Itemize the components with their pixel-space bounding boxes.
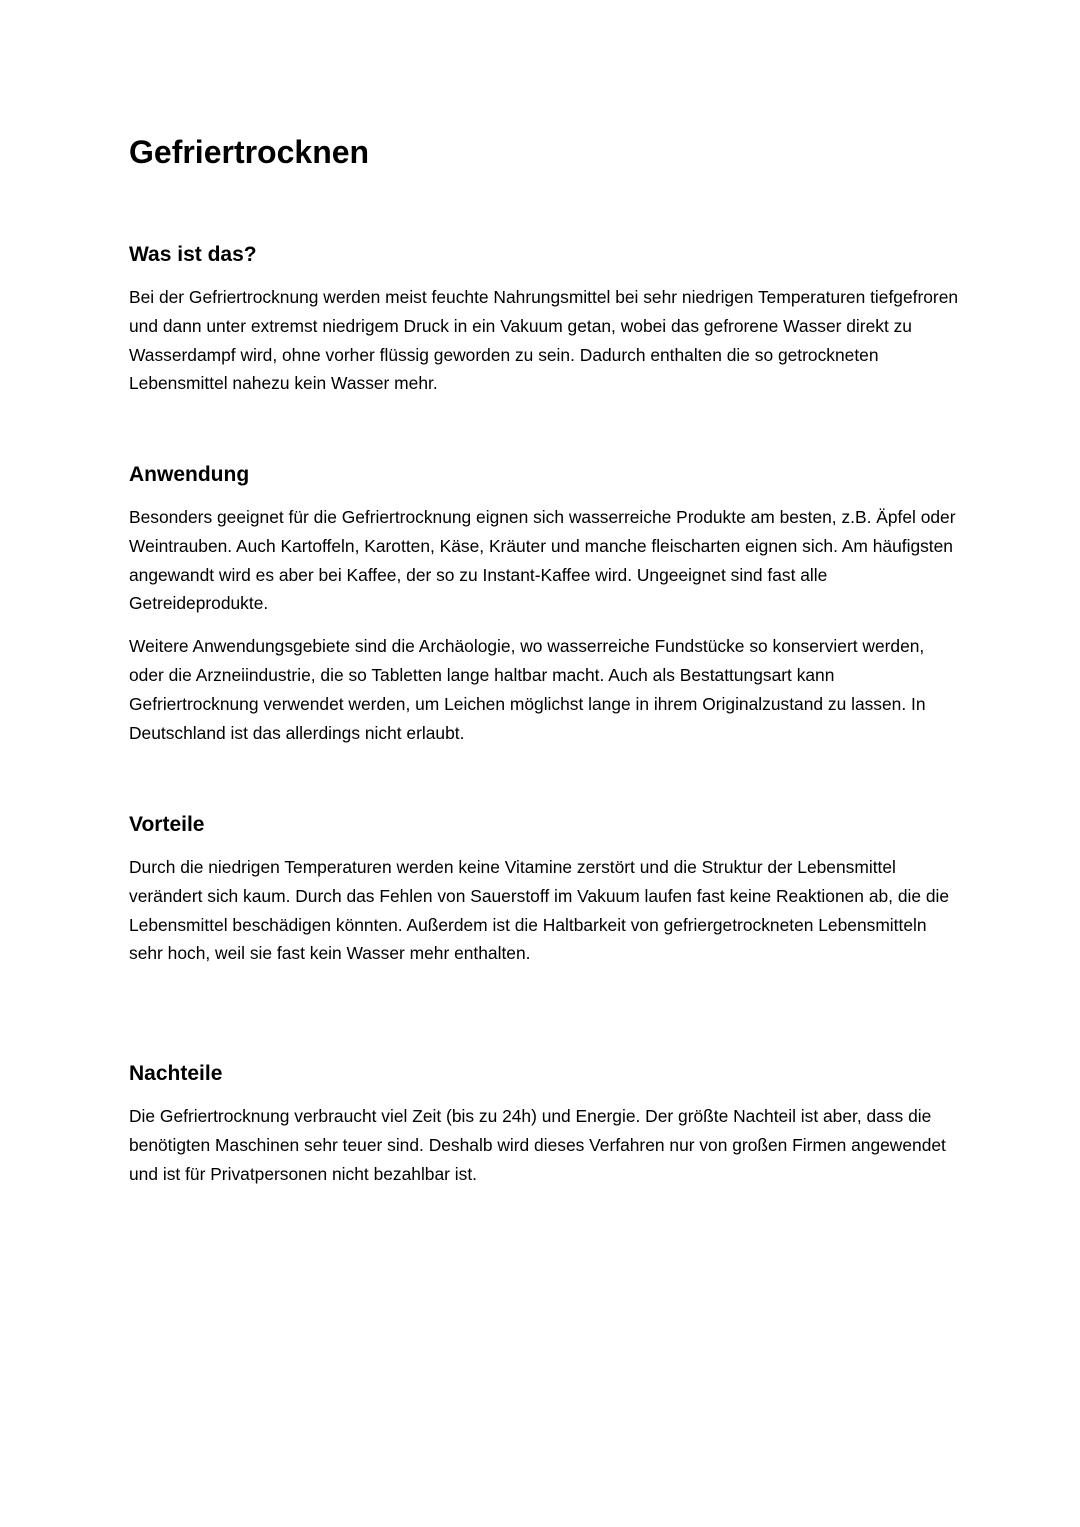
section-was-ist-das [129, 240, 959, 412]
section-heading: Was ist das? [129, 243, 257, 266]
section-vorteile [129, 810, 959, 982]
section-heading: Anwendung [129, 463, 250, 486]
section-paragraph: Weitere Anwendungsgebiete sind die Archäologie, wo wasserreiche Fundstücke so konserviert werden, oder die Arzneiindustrie, die so Tabletten lange haltbar macht. Auch als Bestattungsart kann Gefriertrocknung verwendet werden, um Leichen möglichst lange in ihrem Originalzustand zu lassen. In Deutschland ist das allerdings nicht erlaubt. [129, 636, 926, 743]
section-heading: Nachteile [129, 1062, 223, 1085]
section-nachteile [129, 1059, 959, 1202]
section-anwendung [129, 460, 959, 761]
section-heading: Vorteile [129, 813, 205, 836]
section-paragraph: Besonders geeignet für die Gefriertrocknung eignen sich wasserreiche Produkte am besten, z.B. Äpfel oder Weintrauben. Auch Kartoffeln, Karotten, Käse, Kräuter und manche fleischarten eignen sich. Am häufigsten angewandt wird es aber bei Kaffee, der so zu Instant-Kaffee wird. Ungeeignet sind fast alle Getreideprodukte. [129, 507, 956, 614]
section-paragraph: Durch die niedrigen Temperaturen werden keine Vitamine zerstört und die Struktur der Lebensmittel verändert sich kaum. Durch das Fehlen von Sauerstoff im Vakuum laufen fast keine Reaktionen ab, die die Lebensmittel beschädigen könnten. Außerdem ist die Haltbarkeit von gefriergetrockneten Lebensmitteln sehr hoch, weil sie fast kein Wasser mehr enthalten. [129, 857, 950, 964]
section-paragraph: Die Gefriertrocknung verbraucht viel Zeit (bis zu 24h) und Energie. Der größte Nachteil ist aber, dass die benötigten Maschinen sehr teuer sind. Deshalb wird dieses Verfahren nur von großen Firmen angewendet und ist für Privatpersonen nicht bezahlbar ist. [129, 1106, 946, 1184]
document-title: Gefriertrocknen [129, 134, 370, 170]
section-paragraph: Bei der Gefriertrocknung werden meist feuchte Nahrungsmittel bei sehr niedrigen Temperaturen tiefgefroren und dann unter extremst niedrigem Druck in ein Vakuum getan, wobei das gefrorene Wasser direkt zu Wasserdampf wird, ohne vorher flüssig geworden zu sein. Dadurch enthalten die so getrockneten Lebensmittel nahezu kein Wasser mehr. [129, 287, 959, 394]
